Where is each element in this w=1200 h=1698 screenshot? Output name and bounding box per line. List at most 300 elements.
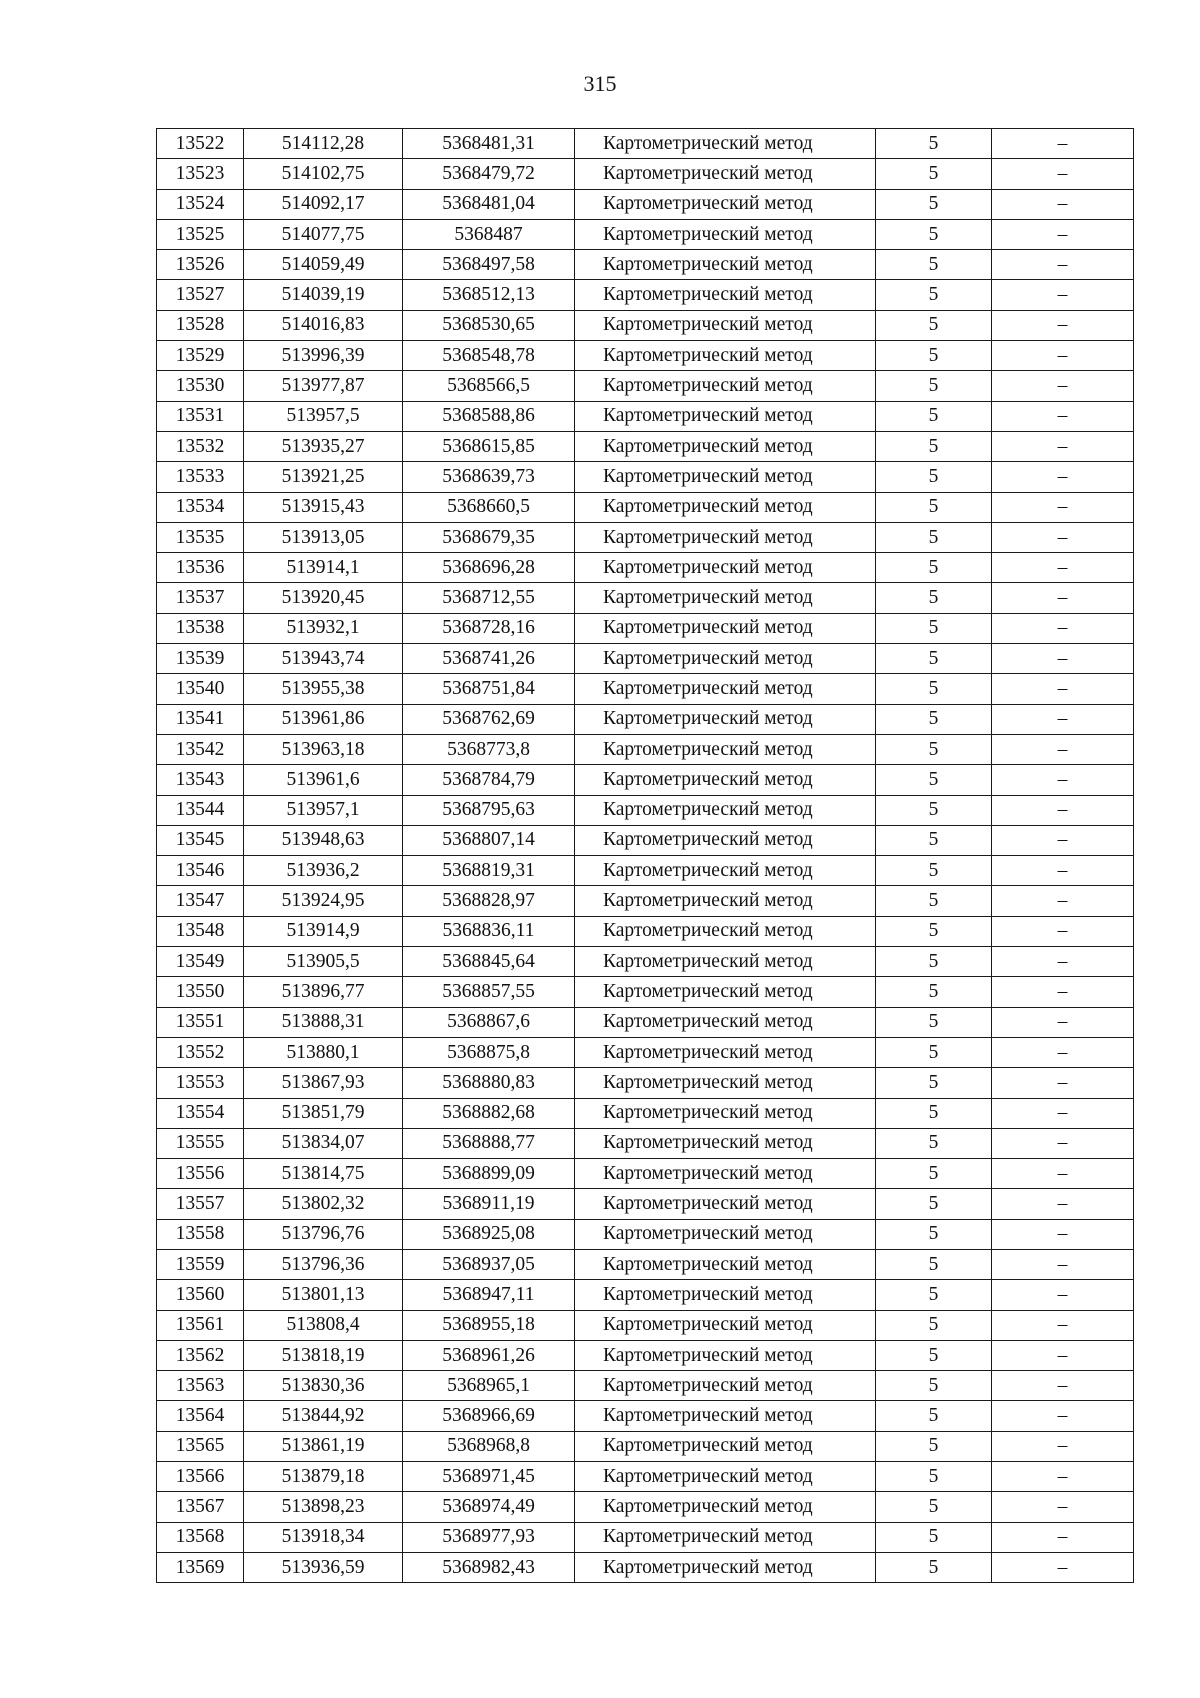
accuracy-cell: 5 xyxy=(876,522,992,552)
method-cell: Картометрический метод xyxy=(575,219,876,249)
table-row xyxy=(157,1552,1134,1582)
point-number-cell: 13530 xyxy=(157,371,244,401)
description-cell: – xyxy=(992,1492,1134,1522)
method-cell: Картометрический метод xyxy=(575,492,876,522)
x-coordinate-cell: 513914,9 xyxy=(244,916,403,946)
description-cell: – xyxy=(992,280,1134,310)
y-coordinate-cell: 5368481,31 xyxy=(403,129,575,159)
accuracy-cell: 5 xyxy=(876,825,992,855)
table-row xyxy=(157,280,1134,310)
y-coordinate-cell: 5368965,1 xyxy=(403,1371,575,1401)
y-coordinate-cell: 5368971,45 xyxy=(403,1462,575,1492)
accuracy-cell: 5 xyxy=(876,1280,992,1310)
method-cell: Картометрический метод xyxy=(575,401,876,431)
point-number-cell: 13544 xyxy=(157,795,244,825)
y-coordinate-cell: 5368947,11 xyxy=(403,1280,575,1310)
accuracy-cell: 5 xyxy=(876,553,992,583)
method-cell: Картометрический метод xyxy=(575,1128,876,1158)
method-cell: Картометрический метод xyxy=(575,947,876,977)
method-cell: Картометрический метод xyxy=(575,704,876,734)
description-cell: – xyxy=(992,310,1134,340)
description-cell: – xyxy=(992,583,1134,613)
description-cell: – xyxy=(992,1401,1134,1431)
method-cell: Картометрический метод xyxy=(575,1249,876,1279)
accuracy-cell: 5 xyxy=(876,1552,992,1582)
table-row xyxy=(157,1068,1134,1098)
y-coordinate-cell: 5368566,5 xyxy=(403,371,575,401)
y-coordinate-cell: 5368728,16 xyxy=(403,613,575,643)
x-coordinate-cell: 513977,87 xyxy=(244,371,403,401)
x-coordinate-cell: 513920,45 xyxy=(244,583,403,613)
description-cell: – xyxy=(992,462,1134,492)
x-coordinate-cell: 513915,43 xyxy=(244,492,403,522)
y-coordinate-cell: 5368784,79 xyxy=(403,765,575,795)
method-cell: Картометрический метод xyxy=(575,856,876,886)
x-coordinate-cell: 513861,19 xyxy=(244,1431,403,1461)
description-cell: – xyxy=(992,1431,1134,1461)
point-number-cell: 13556 xyxy=(157,1159,244,1189)
table-row xyxy=(157,159,1134,189)
method-cell: Картометрический метод xyxy=(575,613,876,643)
x-coordinate-cell: 513935,27 xyxy=(244,431,403,461)
accuracy-cell: 5 xyxy=(876,462,992,492)
description-cell: – xyxy=(992,492,1134,522)
accuracy-cell: 5 xyxy=(876,916,992,946)
point-number-cell: 13561 xyxy=(157,1310,244,1340)
method-cell: Картометрический метод xyxy=(575,189,876,219)
description-cell: – xyxy=(992,1007,1134,1037)
point-number-cell: 13562 xyxy=(157,1340,244,1370)
table-row xyxy=(157,704,1134,734)
y-coordinate-cell: 5368696,28 xyxy=(403,553,575,583)
point-number-cell: 13542 xyxy=(157,734,244,764)
table-row xyxy=(157,1219,1134,1249)
description-cell: – xyxy=(992,553,1134,583)
method-cell: Картометрический метод xyxy=(575,1431,876,1461)
description-cell: – xyxy=(992,613,1134,643)
x-coordinate-cell: 513867,93 xyxy=(244,1068,403,1098)
x-coordinate-cell: 513888,31 xyxy=(244,1007,403,1037)
y-coordinate-cell: 5368977,93 xyxy=(403,1522,575,1552)
y-coordinate-cell: 5368911,19 xyxy=(403,1189,575,1219)
method-cell: Картометрический метод xyxy=(575,674,876,704)
method-cell: Картометрический метод xyxy=(575,280,876,310)
point-number-cell: 13547 xyxy=(157,886,244,916)
accuracy-cell: 5 xyxy=(876,674,992,704)
coordinates-table xyxy=(156,128,1134,1583)
y-coordinate-cell: 5368955,18 xyxy=(403,1310,575,1340)
table-row xyxy=(157,1492,1134,1522)
table-row xyxy=(157,1280,1134,1310)
method-cell: Картометрический метод xyxy=(575,1371,876,1401)
method-cell: Картометрический метод xyxy=(575,371,876,401)
x-coordinate-cell: 513963,18 xyxy=(244,734,403,764)
x-coordinate-cell: 513932,1 xyxy=(244,613,403,643)
table-row xyxy=(157,189,1134,219)
table-row xyxy=(157,674,1134,704)
accuracy-cell: 5 xyxy=(876,189,992,219)
point-number-cell: 13534 xyxy=(157,492,244,522)
y-coordinate-cell: 5368548,78 xyxy=(403,341,575,371)
page-number: 315 xyxy=(583,71,617,96)
point-number-cell: 13558 xyxy=(157,1219,244,1249)
description-cell: – xyxy=(992,1219,1134,1249)
x-coordinate-cell: 513801,13 xyxy=(244,1280,403,1310)
description-cell: – xyxy=(992,916,1134,946)
y-coordinate-cell: 5368982,43 xyxy=(403,1552,575,1582)
description-cell: – xyxy=(992,1280,1134,1310)
accuracy-cell: 5 xyxy=(876,250,992,280)
accuracy-cell: 5 xyxy=(876,492,992,522)
y-coordinate-cell: 5368679,35 xyxy=(403,522,575,552)
table-row xyxy=(157,401,1134,431)
description-cell: – xyxy=(992,1522,1134,1552)
y-coordinate-cell: 5368867,6 xyxy=(403,1007,575,1037)
y-coordinate-cell: 5368712,55 xyxy=(403,583,575,613)
accuracy-cell: 5 xyxy=(876,583,992,613)
table-row xyxy=(157,341,1134,371)
description-cell: – xyxy=(992,886,1134,916)
method-cell: Картометрический метод xyxy=(575,1098,876,1128)
table-row xyxy=(157,795,1134,825)
method-cell: Картометрический метод xyxy=(575,1159,876,1189)
point-number-cell: 13543 xyxy=(157,765,244,795)
description-cell: – xyxy=(992,1159,1134,1189)
x-coordinate-cell: 513796,76 xyxy=(244,1219,403,1249)
table-row xyxy=(157,250,1134,280)
x-coordinate-cell: 513957,1 xyxy=(244,795,403,825)
description-cell: – xyxy=(992,795,1134,825)
method-cell: Картометрический метод xyxy=(575,1189,876,1219)
point-number-cell: 13545 xyxy=(157,825,244,855)
table-row xyxy=(157,492,1134,522)
point-number-cell: 13525 xyxy=(157,219,244,249)
x-coordinate-cell: 513898,23 xyxy=(244,1492,403,1522)
accuracy-cell: 5 xyxy=(876,1098,992,1128)
point-number-cell: 13536 xyxy=(157,553,244,583)
y-coordinate-cell: 5368937,05 xyxy=(403,1249,575,1279)
method-cell: Картометрический метод xyxy=(575,825,876,855)
x-coordinate-cell: 513913,05 xyxy=(244,522,403,552)
accuracy-cell: 5 xyxy=(876,795,992,825)
y-coordinate-cell: 5368751,84 xyxy=(403,674,575,704)
method-cell: Картометрический метод xyxy=(575,310,876,340)
method-cell: Картометрический метод xyxy=(575,1280,876,1310)
accuracy-cell: 5 xyxy=(876,1128,992,1158)
table-row xyxy=(157,1037,1134,1067)
accuracy-cell: 5 xyxy=(876,1401,992,1431)
table-row xyxy=(157,1340,1134,1370)
point-number-cell: 13533 xyxy=(157,462,244,492)
accuracy-cell: 5 xyxy=(876,1007,992,1037)
method-cell: Картометрический метод xyxy=(575,1037,876,1067)
method-cell: Картометрический метод xyxy=(575,734,876,764)
table-row xyxy=(157,644,1134,674)
accuracy-cell: 5 xyxy=(876,280,992,310)
point-number-cell: 13550 xyxy=(157,977,244,1007)
y-coordinate-cell: 5368925,08 xyxy=(403,1219,575,1249)
y-coordinate-cell: 5368961,26 xyxy=(403,1340,575,1370)
accuracy-cell: 5 xyxy=(876,219,992,249)
accuracy-cell: 5 xyxy=(876,401,992,431)
point-number-cell: 13566 xyxy=(157,1462,244,1492)
table-row xyxy=(157,1371,1134,1401)
x-coordinate-cell: 513905,5 xyxy=(244,947,403,977)
method-cell: Картометрический метод xyxy=(575,795,876,825)
description-cell: – xyxy=(992,1249,1134,1279)
table-row xyxy=(157,856,1134,886)
x-coordinate-cell: 514077,75 xyxy=(244,219,403,249)
accuracy-cell: 5 xyxy=(876,886,992,916)
x-coordinate-cell: 514059,49 xyxy=(244,250,403,280)
description-cell: – xyxy=(992,159,1134,189)
description-cell: – xyxy=(992,1552,1134,1582)
description-cell: – xyxy=(992,431,1134,461)
accuracy-cell: 5 xyxy=(876,1310,992,1340)
table-row xyxy=(157,1401,1134,1431)
method-cell: Картометрический метод xyxy=(575,1007,876,1037)
y-coordinate-cell: 5368968,8 xyxy=(403,1431,575,1461)
y-coordinate-cell: 5368828,97 xyxy=(403,886,575,916)
method-cell: Картометрический метод xyxy=(575,1492,876,1522)
x-coordinate-cell: 514102,75 xyxy=(244,159,403,189)
y-coordinate-cell: 5368660,5 xyxy=(403,492,575,522)
method-cell: Картометрический метод xyxy=(575,1310,876,1340)
point-number-cell: 13555 xyxy=(157,1128,244,1158)
accuracy-cell: 5 xyxy=(876,1431,992,1461)
table-row xyxy=(157,462,1134,492)
accuracy-cell: 5 xyxy=(876,1068,992,1098)
description-cell: – xyxy=(992,1068,1134,1098)
table-row xyxy=(157,825,1134,855)
point-number-cell: 13554 xyxy=(157,1098,244,1128)
y-coordinate-cell: 5368741,26 xyxy=(403,644,575,674)
description-cell: – xyxy=(992,1310,1134,1340)
accuracy-cell: 5 xyxy=(876,977,992,1007)
table-row xyxy=(157,522,1134,552)
point-number-cell: 13537 xyxy=(157,583,244,613)
x-coordinate-cell: 513936,59 xyxy=(244,1552,403,1582)
x-coordinate-cell: 513921,25 xyxy=(244,462,403,492)
x-coordinate-cell: 513808,4 xyxy=(244,1310,403,1340)
table-row xyxy=(157,129,1134,159)
method-cell: Картометрический метод xyxy=(575,886,876,916)
point-number-cell: 13529 xyxy=(157,341,244,371)
table-row xyxy=(157,1310,1134,1340)
point-number-cell: 13528 xyxy=(157,310,244,340)
point-number-cell: 13564 xyxy=(157,1401,244,1431)
table-row xyxy=(157,371,1134,401)
accuracy-cell: 5 xyxy=(876,341,992,371)
table-row xyxy=(157,1098,1134,1128)
description-cell: – xyxy=(992,674,1134,704)
method-cell: Картометрический метод xyxy=(575,462,876,492)
table-row xyxy=(157,886,1134,916)
accuracy-cell: 5 xyxy=(876,310,992,340)
description-cell: – xyxy=(992,1037,1134,1067)
description-cell: – xyxy=(992,1340,1134,1370)
y-coordinate-cell: 5368857,55 xyxy=(403,977,575,1007)
point-number-cell: 13526 xyxy=(157,250,244,280)
point-number-cell: 13569 xyxy=(157,1552,244,1582)
point-number-cell: 13551 xyxy=(157,1007,244,1037)
y-coordinate-cell: 5368512,13 xyxy=(403,280,575,310)
table-row xyxy=(157,431,1134,461)
description-cell: – xyxy=(992,1462,1134,1492)
y-coordinate-cell: 5368888,77 xyxy=(403,1128,575,1158)
x-coordinate-cell: 513948,63 xyxy=(244,825,403,855)
point-number-cell: 13527 xyxy=(157,280,244,310)
accuracy-cell: 5 xyxy=(876,644,992,674)
method-cell: Картометрический метод xyxy=(575,341,876,371)
y-coordinate-cell: 5368845,64 xyxy=(403,947,575,977)
x-coordinate-cell: 513957,5 xyxy=(244,401,403,431)
table-row xyxy=(157,310,1134,340)
method-cell: Картометрический метод xyxy=(575,250,876,280)
x-coordinate-cell: 513936,2 xyxy=(244,856,403,886)
accuracy-cell: 5 xyxy=(876,1189,992,1219)
accuracy-cell: 5 xyxy=(876,1462,992,1492)
description-cell: – xyxy=(992,1189,1134,1219)
table-row xyxy=(157,1189,1134,1219)
accuracy-cell: 5 xyxy=(876,765,992,795)
x-coordinate-cell: 513918,34 xyxy=(244,1522,403,1552)
y-coordinate-cell: 5368875,8 xyxy=(403,1037,575,1067)
table-row xyxy=(157,1128,1134,1158)
description-cell: – xyxy=(992,250,1134,280)
method-cell: Картометрический метод xyxy=(575,977,876,1007)
x-coordinate-cell: 513830,36 xyxy=(244,1371,403,1401)
table-row xyxy=(157,553,1134,583)
table-row xyxy=(157,734,1134,764)
point-number-cell: 13548 xyxy=(157,916,244,946)
y-coordinate-cell: 5368795,63 xyxy=(403,795,575,825)
method-cell: Картометрический метод xyxy=(575,1552,876,1582)
x-coordinate-cell: 513896,77 xyxy=(244,977,403,1007)
point-number-cell: 13563 xyxy=(157,1371,244,1401)
x-coordinate-cell: 514112,28 xyxy=(244,129,403,159)
description-cell: – xyxy=(992,856,1134,886)
description-cell: – xyxy=(992,704,1134,734)
accuracy-cell: 5 xyxy=(876,613,992,643)
x-coordinate-cell: 513814,75 xyxy=(244,1159,403,1189)
point-number-cell: 13538 xyxy=(157,613,244,643)
accuracy-cell: 5 xyxy=(876,856,992,886)
point-number-cell: 13539 xyxy=(157,644,244,674)
y-coordinate-cell: 5368819,31 xyxy=(403,856,575,886)
method-cell: Картометрический метод xyxy=(575,1462,876,1492)
x-coordinate-cell: 513802,32 xyxy=(244,1189,403,1219)
method-cell: Картометрический метод xyxy=(575,1522,876,1552)
description-cell: – xyxy=(992,734,1134,764)
y-coordinate-cell: 5368481,04 xyxy=(403,189,575,219)
point-number-cell: 13559 xyxy=(157,1249,244,1279)
y-coordinate-cell: 5368966,69 xyxy=(403,1401,575,1431)
x-coordinate-cell: 513851,79 xyxy=(244,1098,403,1128)
point-number-cell: 13552 xyxy=(157,1037,244,1067)
method-cell: Картометрический метод xyxy=(575,1401,876,1431)
x-coordinate-cell: 513914,1 xyxy=(244,553,403,583)
table-row xyxy=(157,1462,1134,1492)
point-number-cell: 13557 xyxy=(157,1189,244,1219)
y-coordinate-cell: 5368530,65 xyxy=(403,310,575,340)
description-cell: – xyxy=(992,765,1134,795)
y-coordinate-cell: 5368974,49 xyxy=(403,1492,575,1522)
y-coordinate-cell: 5368762,69 xyxy=(403,704,575,734)
table-row xyxy=(157,1159,1134,1189)
x-coordinate-cell: 513961,86 xyxy=(244,704,403,734)
table-row xyxy=(157,583,1134,613)
point-number-cell: 13568 xyxy=(157,1522,244,1552)
description-cell: – xyxy=(992,189,1134,219)
y-coordinate-cell: 5368588,86 xyxy=(403,401,575,431)
y-coordinate-cell: 5368487 xyxy=(403,219,575,249)
y-coordinate-cell: 5368836,11 xyxy=(403,916,575,946)
point-number-cell: 13535 xyxy=(157,522,244,552)
x-coordinate-cell: 513844,92 xyxy=(244,1401,403,1431)
point-number-cell: 13560 xyxy=(157,1280,244,1310)
x-coordinate-cell: 513924,95 xyxy=(244,886,403,916)
table-row xyxy=(157,1431,1134,1461)
x-coordinate-cell: 513961,6 xyxy=(244,765,403,795)
table-row xyxy=(157,916,1134,946)
table-row xyxy=(157,219,1134,249)
method-cell: Картометрический метод xyxy=(575,1219,876,1249)
method-cell: Картометрический метод xyxy=(575,522,876,552)
description-cell: – xyxy=(992,644,1134,674)
table-row xyxy=(157,977,1134,1007)
x-coordinate-cell: 513996,39 xyxy=(244,341,403,371)
accuracy-cell: 5 xyxy=(876,1522,992,1552)
x-coordinate-cell: 514016,83 xyxy=(244,310,403,340)
description-cell: – xyxy=(992,977,1134,1007)
table-row xyxy=(157,613,1134,643)
table-row xyxy=(157,1522,1134,1552)
accuracy-cell: 5 xyxy=(876,1371,992,1401)
y-coordinate-cell: 5368639,73 xyxy=(403,462,575,492)
y-coordinate-cell: 5368807,14 xyxy=(403,825,575,855)
point-number-cell: 13540 xyxy=(157,674,244,704)
coordinates-table-body xyxy=(157,129,1134,1583)
description-cell: – xyxy=(992,371,1134,401)
accuracy-cell: 5 xyxy=(876,1249,992,1279)
x-coordinate-cell: 513943,74 xyxy=(244,644,403,674)
point-number-cell: 13522 xyxy=(157,129,244,159)
method-cell: Картометрический метод xyxy=(575,644,876,674)
accuracy-cell: 5 xyxy=(876,1340,992,1370)
point-number-cell: 13565 xyxy=(157,1431,244,1461)
x-coordinate-cell: 513818,19 xyxy=(244,1340,403,1370)
accuracy-cell: 5 xyxy=(876,129,992,159)
point-number-cell: 13532 xyxy=(157,431,244,461)
description-cell: – xyxy=(992,522,1134,552)
method-cell: Картометрический метод xyxy=(575,765,876,795)
method-cell: Картометрический метод xyxy=(575,1068,876,1098)
accuracy-cell: 5 xyxy=(876,1159,992,1189)
description-cell: – xyxy=(992,219,1134,249)
y-coordinate-cell: 5368882,68 xyxy=(403,1098,575,1128)
point-number-cell: 13523 xyxy=(157,159,244,189)
method-cell: Картометрический метод xyxy=(575,431,876,461)
method-cell: Картометрический метод xyxy=(575,129,876,159)
description-cell: – xyxy=(992,825,1134,855)
y-coordinate-cell: 5368899,09 xyxy=(403,1159,575,1189)
accuracy-cell: 5 xyxy=(876,159,992,189)
description-cell: – xyxy=(992,129,1134,159)
point-number-cell: 13567 xyxy=(157,1492,244,1522)
accuracy-cell: 5 xyxy=(876,1219,992,1249)
accuracy-cell: 5 xyxy=(876,734,992,764)
